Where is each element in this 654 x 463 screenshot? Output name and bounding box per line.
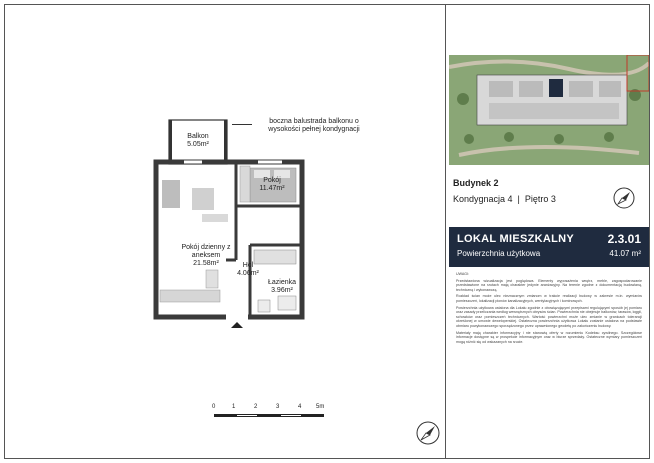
room-label-balkon: Balkon 5.05m² bbox=[187, 133, 209, 148]
unit-number: 2.3.01 bbox=[607, 232, 641, 246]
note-leader bbox=[232, 124, 252, 137]
unit-banner bbox=[449, 227, 649, 267]
fine-print: UWAGI: Przedstawiona wizualizacja jest poglądowa. Elementy wyposażenia wnętrz, meble, zagospodarowanie przedstawione na rzutach mają charakter jedynie aranżacyjny. Na terenie zgodne z dokumentacją budowlaną, techniczną i wykonawczą. Rozkład ścian może ulec nieznacznym zmianom w trakcie realizacji budowy w zakresie m.in. wymiarów pomieszczeń, lokalizacji pionów kanalizacyjnych, wentylacyjnych i kominowych. Powierzchnia użytkowa ustalona dla Lokalu zgodnie z obowiązującymi przepisami regulującymi sposób jej pomiaru oraz zasady przeliczania według wewnętrznych obrysów ścian. Powierzchnia nie obejmuje balkonów, tarasów, loggii, schowków oraz pomieszczeń technicznych. Wartość powierzchni może ulec zmianie w granicach tolerancji określonej w umowie deweloperskiej. Ostateczna powierzchnia użytkowa Lokalu zostanie ustalona na podstawie obmiaru powykonawczego sporządzonego przez uprawnionego geodetę po zakończeniu budowy. Materiały mają charakter informacyjny i nie stanowią oferty w rozumieniu Kodeksu cywilnego. Szczegółowe informacje dostępne są w prospekcie informacyjnym oraz w biurze sprzedaży. Ostateczne wymiary pomieszczeń mogą różnić się od wskazanych na rzucie. bbox=[456, 272, 642, 344]
building-name: Budynek 2 bbox=[453, 178, 499, 188]
north-arrow-icon bbox=[612, 186, 636, 210]
entrance-marker bbox=[231, 322, 243, 328]
unit-type: LOKAL MIESZKALNY bbox=[457, 233, 575, 245]
scale-bar: 0 1 2 3 4 5m bbox=[212, 404, 328, 426]
balcony-note: boczna balustrada balkonu o wysokości pełnej kondygnacji bbox=[268, 118, 360, 133]
north-arrow-bottom-icon bbox=[415, 420, 441, 446]
highlighted-unit bbox=[549, 79, 563, 97]
room-label-hol: Hol 4.06m² bbox=[237, 262, 259, 277]
room-label-pokoj-dzienny: Pokój dzienny z aneksem 21.58m² bbox=[181, 244, 231, 267]
unit-area-value: 41.07 m² bbox=[609, 249, 641, 258]
kitchen bbox=[160, 290, 220, 302]
site-plan bbox=[449, 55, 649, 165]
room-label-pokoj: Pokój 11.47m² bbox=[259, 177, 285, 192]
panel-divider bbox=[445, 4, 446, 459]
level-info: Kondygnacja 4 | Piętro 3 bbox=[453, 194, 556, 204]
building-header bbox=[453, 178, 556, 204]
unit-area-label: Powierzchnia użytkowa bbox=[457, 249, 541, 258]
room-label-lazienka: Łazienka 3.96m² bbox=[267, 279, 297, 294]
sofa bbox=[162, 180, 180, 208]
